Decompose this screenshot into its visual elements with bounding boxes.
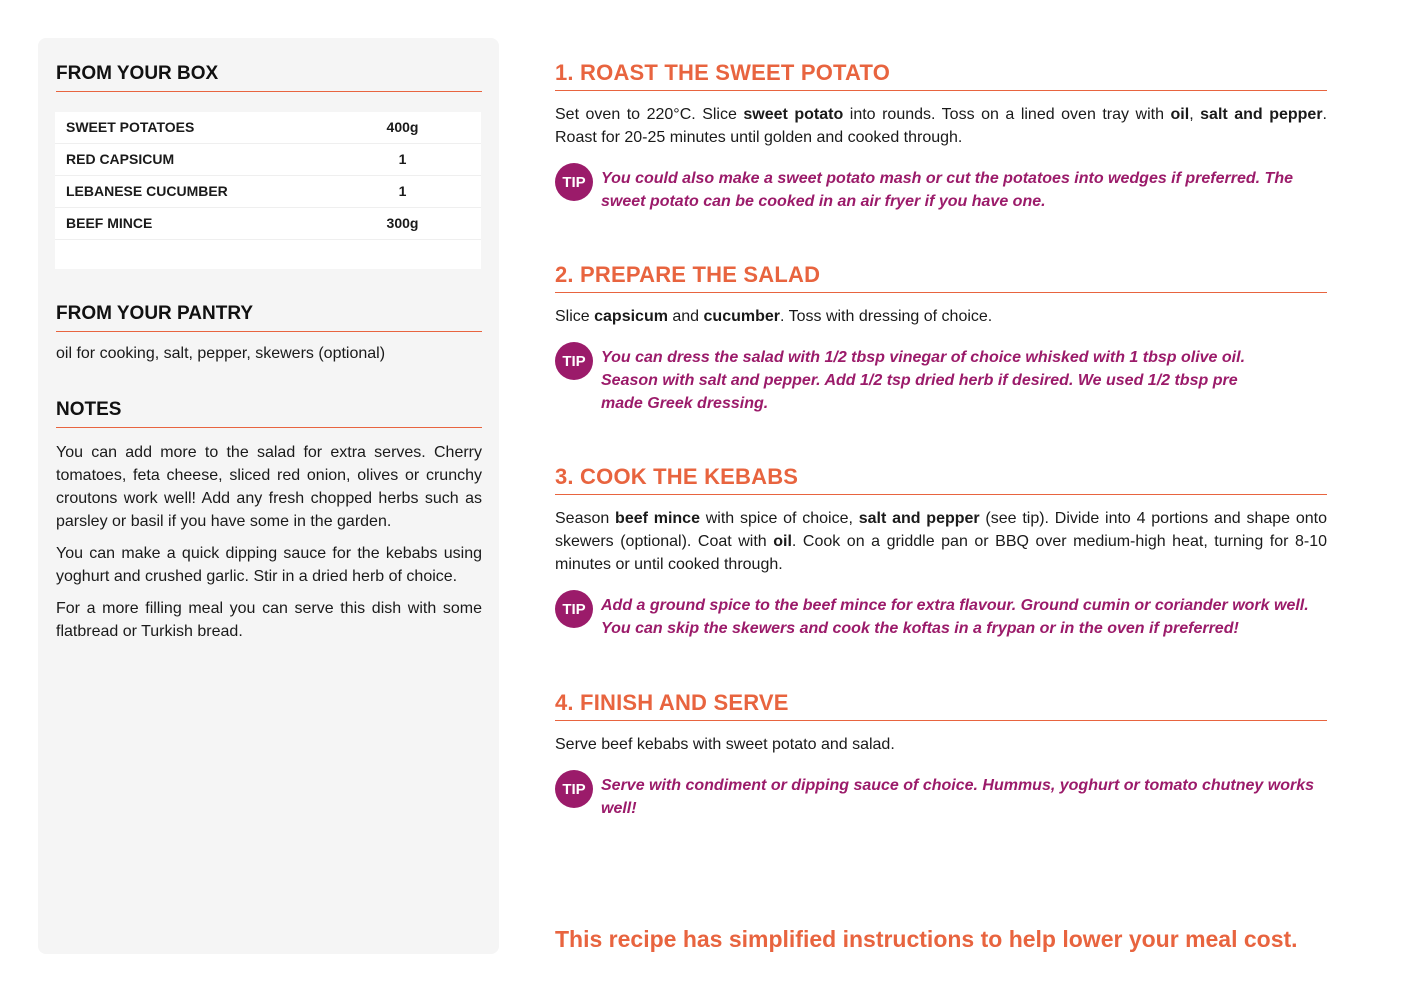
- tip-box: [555, 590, 1327, 640]
- step-title: 1. ROAST THE SWEET POTATO: [555, 60, 1327, 91]
- step-title: 2. PREPARE THE SALAD: [555, 262, 1327, 293]
- body-text: . Toss with dressing of choice.: [780, 308, 993, 325]
- bold-ingredient: salt and pepper: [1200, 106, 1323, 123]
- box-heading: FROM YOUR BOX: [56, 63, 482, 92]
- tip-box: [555, 770, 1327, 820]
- body-text: Slice: [555, 308, 595, 325]
- body-text: ,: [1189, 106, 1201, 123]
- ingredient-qty: 400g: [386, 119, 419, 135]
- tip-text: Serve with condiment or dipping sauce of choice. Hummus, yoghurt or tomato chutney works well!: [601, 777, 1314, 817]
- step-title: 4. FINISH AND SERVE: [555, 690, 1327, 721]
- body-text: with spice of choice,: [699, 510, 859, 527]
- tip-box: [555, 342, 1327, 415]
- ingredient-name: BEEF MINCE: [66, 215, 153, 231]
- body-text: (see tip). Divide into 4 portions and shape onto skewers (optional). Coat with: [555, 510, 1327, 550]
- tip-box: [555, 163, 1327, 213]
- tip-text: You can dress the salad with 1/2 tbsp vinegar of choice whisked with 1 tbsp olive oil. Season with salt and pepper. Add 1/2 tsp dried herb if desired. We used 1/2 tbsp pre made Greek dressing.: [601, 349, 1246, 412]
- body-text: . Cook on a griddle pan or BBQ over medium-high heat, turning for 8-10 minutes or until cooked through.: [555, 533, 1328, 573]
- step-3: [555, 464, 1327, 640]
- tip-badge: TIP: [555, 590, 593, 628]
- body-text: Serve beef kebabs with sweet potato and salad.: [555, 736, 895, 753]
- notes-heading: NOTES: [56, 399, 482, 428]
- ingredient-name: LEBANESE CUCUMBER: [66, 183, 228, 199]
- body-text: Season: [555, 510, 616, 527]
- step-body: [555, 103, 1327, 149]
- tip-badge: TIP: [555, 163, 593, 201]
- step-2: [555, 262, 1327, 415]
- ingredient-row: [55, 144, 481, 176]
- ingredient-row: [55, 176, 481, 208]
- note-paragraph: You can make a quick dipping sauce for the kebabs using yoghurt and crushed garlic. Stir in a dried herb of choice.: [56, 545, 482, 585]
- bold-ingredient: cucumber: [703, 308, 780, 325]
- ingredient-row: [55, 112, 481, 144]
- bold-ingredient: oil: [773, 533, 792, 550]
- bold-ingredient: beef mince: [615, 510, 700, 527]
- ingredient-qty: 300g: [386, 215, 419, 231]
- ingredient-name: RED CAPSICUM: [66, 151, 175, 167]
- tip-text: You could also make a sweet potato mash or cut the potatoes into wedges if preferred. The sweet potato can be cooked in an air fryer if you have one.: [601, 170, 1293, 210]
- box-ingredients-table: [55, 112, 481, 269]
- note-paragraph: You can add more to the salad for extra serves. Cherry tomatoes, feta cheese, sliced red onion, olives or crunchy croutons work well! Add any fresh chopped herbs such as parsley or basil if you have some in the garden.: [56, 444, 482, 530]
- step-title: 3. COOK THE KEBABS: [555, 464, 1327, 495]
- tip-badge: TIP: [555, 770, 593, 808]
- ingredient-qty: 1: [398, 151, 407, 167]
- pantry-text: oil for cooking, salt, pepper, skewers (optional): [56, 345, 386, 362]
- tip-text: Add a ground spice to the beef mince for extra flavour. Ground cumin or coriander work well. You can skip the skewers and cook the koftas in a frypan or in the oven if preferred!: [601, 597, 1309, 637]
- step-4: [555, 690, 1327, 820]
- tip-badge: TIP: [555, 342, 593, 380]
- bold-ingredient: salt and pepper: [858, 510, 980, 527]
- note-paragraph: For a more filling meal you can serve this dish with some flatbread or Turkish bread.: [56, 600, 482, 640]
- bold-ingredient: sweet potato: [743, 106, 844, 123]
- step-1: [555, 60, 1327, 213]
- body-text: and: [667, 308, 704, 325]
- body-text: . Roast for 20-25 minutes until golden and cooked through.: [555, 106, 1327, 146]
- ingredient-qty: 1: [398, 183, 407, 199]
- bold-ingredient: capsicum: [594, 308, 668, 325]
- step-body: [555, 733, 1327, 756]
- notes-body: [56, 441, 482, 652]
- ingredients-sidebar: [38, 38, 499, 954]
- footer-note: This recipe has simplified instructions to help lower your meal cost.: [555, 926, 1298, 952]
- ingredient-row: [55, 208, 481, 240]
- body-text: into rounds. Toss on a lined oven tray with: [843, 106, 1171, 123]
- pantry-heading: FROM YOUR PANTRY: [56, 303, 482, 332]
- step-body: [555, 305, 1327, 328]
- bold-ingredient: oil: [1170, 106, 1190, 123]
- body-text: Set oven to 220°C. Slice: [555, 106, 744, 123]
- step-body: [555, 507, 1327, 576]
- ingredient-name: SWEET POTATOES: [66, 119, 195, 135]
